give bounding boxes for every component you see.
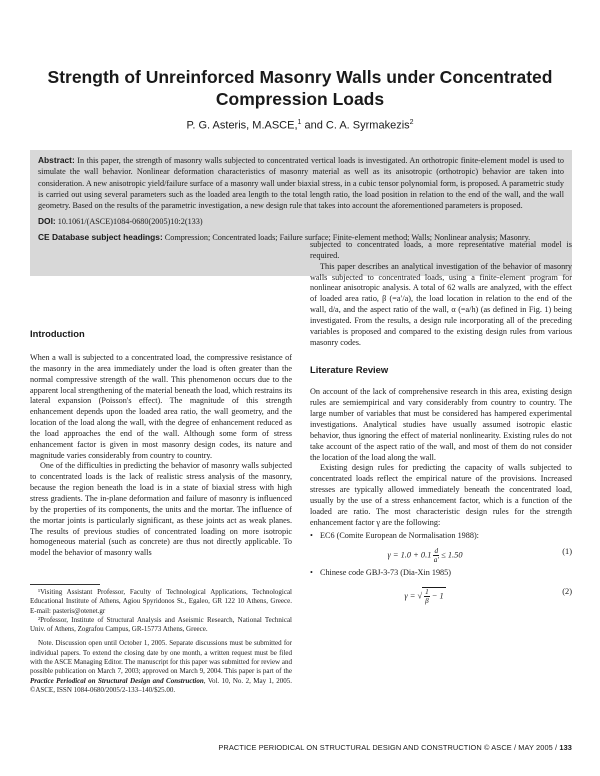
literature-paragraph-1: On account of the lack of comprehensive research in this area, existing design rules are semiempirical and vary considerably from country to country. The large number of variables that must be considered has hampered experimental investigations. Analytical studies have usually assumed isotropic elastic behavior, thus ignoring the effect of material nonlinearity. Existing rules do not take account of the aspect ratio of the wall, and most of them do not consider the location of the load along the wall. — [310, 387, 572, 462]
footnote-1: ¹Visiting Assistant Professor, Faculty of Technological Applications, Technological Educational Institute of Athens, Agiou Spyridonos St., Egaleo, GR 122 10 Athens, Greece. E-mail: pasteris@otenet.gr — [30, 588, 292, 615]
abstract-label: Abstract: — [38, 155, 75, 165]
introduction-paragraph-1: When a wall is subjected to a concentrated load, the compressive resistance of the masonry in the area immediately under the load is often greater than the normal compressive strength of the wall. This phenomenon occurs due to the apparent local strengthening of the material beneath the load, which restrains its lateral expansion (Poisson's effect). The magnitude of this strength enhancement depends upon the loaded area ratio, the wall geometry, and the location of the load along the wall, with the degree of enhancement reduced as the load approaches the end of the wall. Although some form of stress enhancement factor is given in most masonry design codes, its nature and magnitude varies considerably from country to country. — [30, 353, 292, 460]
doi — [38, 216, 564, 227]
literature-paragraph-2: Existing design rules for predicting the capacity of walls subjected to concentrated loads reflect the empirical nature of the provisions. Increased stresses are typically allowed immediately beneath the concentrated load, usually by the use of a stress enhancement factor, which is a function of the loaded are ratio. The most characteristic design rules for the strength enhancement factor γ are the following: — [310, 463, 572, 527]
equation-2-body — [310, 587, 540, 605]
doi-value: 10.1061/(ASCE)1084-0680(2005)10:2(133) — [57, 217, 203, 227]
equation-1-body — [310, 547, 540, 564]
eq1-rhs: ≤ 1.50 — [441, 550, 463, 560]
note-text-b: , Vol. 10, No. 2, May 1, 2005. ©ASCE, ISSN 1084-0680/2005/2-133–140/$25.00. — [30, 676, 293, 694]
introduction-paragraph-3: This paper describes an analytical investigation of the behavior of masonry walls subjected to concentrated loads, using a finite-element program for nonlinear anisotropic analysis. A total of 62 walls are analyzed, with the effect of loaded area ratio, β (=a′/a), the load location in relation to the end of the wall, d/a, and the aspect ratio of the wall, α (=a/h) (as defined in Fig. 1) being investigated. From the results, a design rule incorporating all of the preceding variables is proposed and compared to the existing design rules from various masonry codes. — [310, 261, 572, 347]
eq2-radicand — [422, 587, 446, 605]
eq2-rhs: − 1 — [429, 591, 444, 601]
paper-title: Strength of Unreinforced Masonry Walls under Concentrated Compression Loads — [47, 67, 553, 109]
eq1-denominator: a′ — [433, 556, 439, 565]
author-1-mark: 1 — [297, 119, 302, 126]
equation-2-number: (2) — [562, 587, 572, 597]
introduction-paragraph-2: One of the difficulties in predicting the behavior of masonry walls subjected to concentrated loads is the lack of realistic stress analysis of the masonry, because the region beneath the load is in a state of biaxial stress with high stress gradients. The in-plane deformation and failure of masonry is influenced by the properties of its components, the units and the mortar. The influence of the mortar joints is particularly significant, as these joints act as weak planes. The results of previous studies of concentrated loading on more isotropic homogeneous material (such as concrete) are thus not directly applicable. To model the behavior of masonry walls — [30, 461, 292, 558]
equation-1 — [310, 541, 572, 565]
left-column — [30, 290, 292, 559]
eq2-denominator: β — [425, 597, 429, 606]
eq2-lhs: γ = — [404, 591, 418, 601]
eq1-fraction — [433, 547, 439, 564]
doi-label: DOI: — [38, 216, 56, 227]
equation-1-number: (1) — [562, 547, 572, 557]
page-number: 133 — [559, 743, 572, 752]
bullet-ec6: • EC6 (Comite European de Normalisation 1988): — [310, 530, 572, 541]
footnote-2: ²Professor, Institute of Structural Analysis and Aseismic Research, National Technical Univ. of Athens, Zografou Campus, GR-15773 Athens, Greece. — [30, 615, 292, 634]
eq2-numerator: 1 — [425, 588, 429, 597]
eq1-numerator: d — [434, 547, 439, 556]
footnote-note — [30, 639, 292, 695]
eq1-lhs: γ = 1.0 + 0.1 — [387, 550, 432, 560]
author-2-mark: 2 — [409, 119, 414, 126]
abstract-text: In this paper, the strength of masonry walls subjected to concentrated vertical loads is investigated. An orthotropic finite-element model is used to simulate the wall behavior. Nonlinear deformation characteristics of masonry material as well as its anisotropic (orthotropic) behavior are taken into consideration. A new anisotropic yield/failure surface of a masonry wall under biaxial stress, in a cubic tensor polynomial form, is proposed. A parametric study is carried out using several parameters such as the loaded area length to the total length ratio, the load position in relation to the end of the wall, and the wall geometry. Based on the results of the parametric investigation, a new design rule that takes into account the aforementioned parameters is proposed. — [38, 156, 564, 211]
page-footer — [30, 743, 572, 752]
subject-headings-text: Compression; Concentrated loads; Failure surface; Finite-element method; Walls; Nonlinear analysis; Masonry. — [164, 233, 531, 243]
equation-2 — [310, 578, 572, 608]
author-line — [30, 119, 570, 132]
abstract — [38, 155, 564, 211]
note-journal: Practice Periodical on Structural Design and Construction — [30, 676, 204, 685]
note-text-a: Note. Discussion open until October 1, 2005. Separate discussions must be submitted for individual papers. To extend the closing date by one month, a written request must be filed with the ASCE Managing Editor. The manuscript for this paper was submitted for review and possible publication on March 7, 2003; approved on March 9, 2004. This paper is part of the — [30, 639, 292, 676]
sqrt-icon: √ — [417, 591, 423, 601]
author-conjunction: and — [301, 119, 326, 132]
introduction-continuation: subjected to concentrated loads, a more representative material model is required. — [310, 240, 572, 260]
literature-heading: Literature Review — [310, 364, 389, 376]
bullet-chinese-code: • Chinese code GBJ-3-73 (Dia-Xin 1985) — [310, 567, 572, 578]
author-1: P. G. Asteris, M.ASCE, — [186, 119, 298, 132]
introduction-heading: Introduction — [30, 328, 85, 339]
subject-headings-label: CE Database subject headings: — [38, 232, 163, 243]
author-2: C. A. Syrmakezis — [325, 119, 410, 132]
footnote-divider — [30, 584, 100, 585]
right-column — [310, 240, 572, 608]
footer-text: PRACTICE PERIODICAL ON STRUCTURAL DESIGN AND CONSTRUCTION © ASCE / MAY 2005 / — [218, 743, 558, 752]
footnotes — [30, 588, 292, 695]
